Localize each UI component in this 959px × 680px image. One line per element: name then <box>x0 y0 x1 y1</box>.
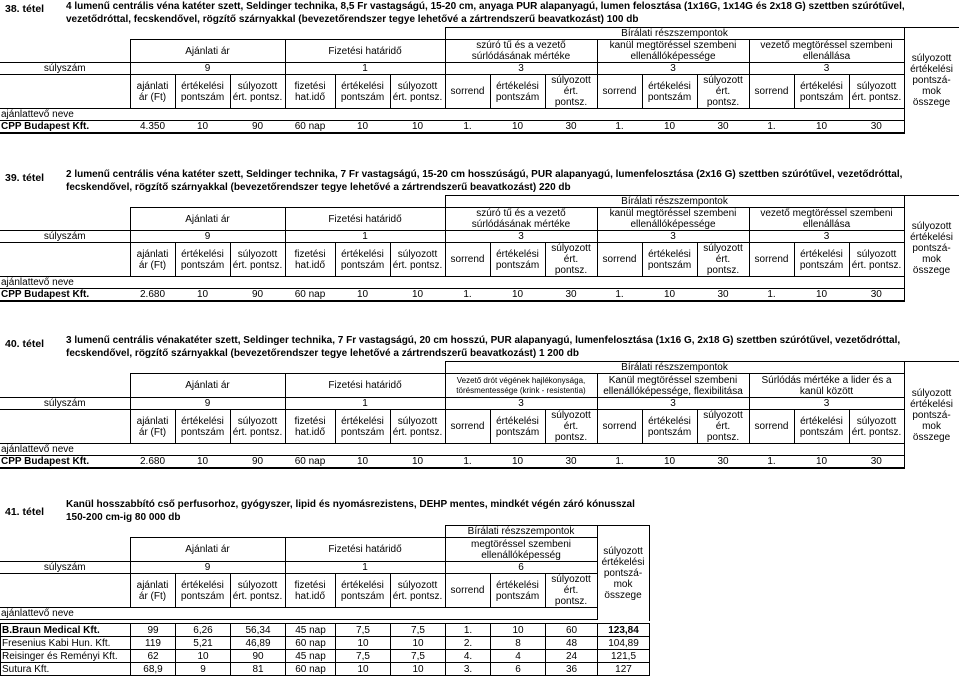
weight-value: 6 <box>445 562 597 574</box>
score-cell: 10 <box>491 624 546 637</box>
weighted-cell: 30 <box>697 456 749 469</box>
price-cell: 119 <box>131 637 176 650</box>
col-header: súlyozott ért. pontsz. <box>545 574 597 608</box>
weight-value: 3 <box>445 398 597 410</box>
col-header: sorrend <box>445 75 490 109</box>
col-header: súlyozott ért. pontsz. <box>849 75 904 109</box>
weighted-cell: 30 <box>545 289 597 302</box>
col-header: súlyozott ért. pontsz. <box>230 410 285 444</box>
weighted-cell: 10 <box>390 121 445 134</box>
score-cell: 10 <box>335 289 390 302</box>
weighted-cell: 48 <box>546 637 598 650</box>
rank-cell: 1. <box>749 121 794 134</box>
col-header: súlyozott ért. pontsz. <box>390 410 445 444</box>
col-header: értékelési pontszám <box>490 243 545 277</box>
bidder-name: Sutura Kft. <box>1 663 131 676</box>
weight-value: 1 <box>285 398 445 410</box>
col-header: súlyozott ért. pontsz. <box>697 75 749 109</box>
table-row <box>1 650 650 663</box>
price-header: Ajánlati ár <box>130 538 285 562</box>
rank-cell: 4. <box>446 650 491 663</box>
col-header: értékelési pontszám <box>335 410 390 444</box>
weight-value: 9 <box>130 231 285 243</box>
evaluation-table <box>0 525 650 620</box>
bidder-name: CPP Budapest Kft. <box>0 289 130 302</box>
col-header: fizetési hat.idő <box>285 410 335 444</box>
score-cell: 10 <box>490 289 545 302</box>
bidder-header: ajánlattevő neve <box>0 277 130 289</box>
weighted-cell: 30 <box>545 456 597 469</box>
col-header: ajánlati ár (Ft) <box>130 410 175 444</box>
criteria-group-header: Bírálati részszempontok <box>445 28 904 40</box>
weight-value: 1 <box>285 231 445 243</box>
col-header: súlyozott ért. pontsz. <box>545 243 597 277</box>
payment-header: Fizetési határidő <box>285 538 445 562</box>
col-header: sorrend <box>597 410 642 444</box>
col-header: ajánlati ár (Ft) <box>130 574 175 608</box>
col-header: súlyozott ért. pontsz. <box>697 243 749 277</box>
score-cell: 10 <box>175 456 230 469</box>
col-header: sorrend <box>597 243 642 277</box>
col-header: értékelési pontszám <box>175 410 230 444</box>
weighted-cell: 90 <box>230 121 285 134</box>
table-row <box>1 663 650 676</box>
weighted-cell: 7,5 <box>391 650 446 663</box>
criteria-group-header: Bírálati részszempontok <box>445 362 904 374</box>
criterion-header: Vezető drót végének hajlékonysága, törésmentessége (krink - resistentia) <box>445 374 597 398</box>
col-header: súlyozott ért. pontsz. <box>849 410 904 444</box>
price-cell: 99 <box>131 624 176 637</box>
weight-value: 9 <box>130 562 285 574</box>
col-header: sorrend <box>749 75 794 109</box>
criterion-header: vezető megtöréssel szembeni ellenállása <box>749 40 904 63</box>
score-cell: 10 <box>490 456 545 469</box>
rank-cell: 1. <box>597 289 642 302</box>
col-header: súlyozott ért. pontsz. <box>545 75 597 109</box>
evaluation-table <box>0 195 959 302</box>
col-header: ajánlati ár (Ft) <box>130 75 175 109</box>
weight-value: 9 <box>130 398 285 410</box>
col-header: sorrend <box>445 574 490 608</box>
col-header: értékelési pontszám <box>175 243 230 277</box>
score-cell: 10 <box>336 637 391 650</box>
evaluation-table <box>0 27 959 134</box>
rank-cell: 1. <box>445 289 490 302</box>
col-header: súlyozott ért. pontsz. <box>697 410 749 444</box>
score-cell: 10 <box>642 289 697 302</box>
criterion-header: Kanül megtöréssel szembeni ellenállóképessége, flexibilitása <box>597 374 749 398</box>
bidder-table <box>0 623 650 676</box>
weighted-cell: 30 <box>545 121 597 134</box>
col-header: sorrend <box>749 410 794 444</box>
table-row <box>1 637 650 650</box>
score-cell: 10 <box>335 456 390 469</box>
score-cell: 5,21 <box>176 637 231 650</box>
weight-value: 3 <box>597 63 749 75</box>
price-cell: 2.680 <box>130 456 175 469</box>
rank-cell: 2. <box>446 637 491 650</box>
payment-cell: 60 nap <box>286 663 336 676</box>
lot-number: 39. tétel <box>5 172 45 184</box>
lot-number: 40. tétel <box>5 338 45 350</box>
weighted-cell: 90 <box>230 289 285 302</box>
score-cell: 10 <box>490 121 545 134</box>
weight-value: 3 <box>445 231 597 243</box>
criterion-header: kanül megtöréssel szembeni ellenállóképessége <box>597 208 749 231</box>
lot-description: 4 lumenű centrális véna katéter szett, Seldinger technika, 8,5 Fr vastagságú, 15-20 cm, anyaga PUR alapanyagú, lumen felosztása (1x16G, 1x14G és 2x18 G) szettben szúrótűvel, vezetődróttal, fecskendővel, rögzítő szárnyakkal (bevezetőrendszer tegye lehetővé a zártrendszerű beavatkozást) 100 db <box>66 1 905 25</box>
payment-cell: 45 nap <box>286 650 336 663</box>
weighted-cell: 7,5 <box>391 624 446 637</box>
table-row <box>0 456 959 469</box>
weighted-cell: 24 <box>546 650 598 663</box>
evaluation-table <box>0 361 959 469</box>
col-header: értékelési pontszám <box>175 75 230 109</box>
col-header: értékelési pontszám <box>335 75 390 109</box>
weight-label: súlyszám <box>0 231 130 243</box>
lot-description: Kanül hosszabbító cső perfusorhoz, gyógyszer, lipid és nyomásrezistens, DEHP mentes, mindkét végén záró kónusszal 150-200 cm-ig 80 000 db <box>66 499 635 523</box>
rank-cell: 1. <box>749 456 794 469</box>
price-header: Ajánlati ár <box>130 40 285 63</box>
weight-value: 3 <box>749 63 904 75</box>
score-cell: 10 <box>176 650 231 663</box>
col-header: sorrend <box>749 243 794 277</box>
rank-cell: 1. <box>445 456 490 469</box>
weighted-cell: 30 <box>697 289 749 302</box>
col-header: fizetési hat.idő <box>285 243 335 277</box>
col-header: sorrend <box>597 75 642 109</box>
col-header: súlyozott ért. pontsz. <box>230 574 285 608</box>
table-row <box>0 289 959 302</box>
price-header: Ajánlati ár <box>130 208 285 231</box>
weighted-cell: 90 <box>231 650 286 663</box>
bidder-name: Fresenius Kabi Hun. Kft. <box>1 637 131 650</box>
weight-value: 9 <box>130 63 285 75</box>
col-header: értékelési pontszám <box>794 75 849 109</box>
weight-value: 1 <box>285 562 445 574</box>
rank-cell: 1. <box>446 624 491 637</box>
col-header: értékelési pontszám <box>490 410 545 444</box>
bidder-name: B.Braun Medical Kft. <box>1 624 131 637</box>
score-cell: 4 <box>491 650 546 663</box>
col-header: fizetési hat.idő <box>285 574 335 608</box>
criterion-header: vezető megtöréssel szembeni ellenállása <box>749 208 904 231</box>
criteria-group-header: Bírálati részszempontok <box>445 196 904 208</box>
criterion-header: szúró tű és a vezető súrlódásának mértéke <box>445 40 597 63</box>
weighted-cell: 30 <box>849 289 904 302</box>
bidder-name: CPP Budapest Kft. <box>0 456 130 469</box>
weighted-cell: 46,89 <box>231 637 286 650</box>
weighted-cell: 30 <box>697 121 749 134</box>
col-header: sorrend <box>445 410 490 444</box>
score-cell: 10 <box>175 289 230 302</box>
col-header: értékelési pontszám <box>335 574 390 608</box>
total-score-header: súlyozott értékelési pontszá- mok összege <box>904 196 959 302</box>
price-cell: 62 <box>131 650 176 663</box>
weighted-cell: 30 <box>849 121 904 134</box>
criterion-header: megtöréssel szembeni ellenállóképesség <box>445 538 597 562</box>
total-cell: 127 <box>598 663 650 676</box>
bidder-header: ajánlattevő neve <box>0 444 130 456</box>
payment-cell: 45 nap <box>286 624 336 637</box>
weighted-cell: 60 <box>546 624 598 637</box>
weighted-cell: 36 <box>546 663 598 676</box>
score-cell: 10 <box>642 121 697 134</box>
col-header: súlyozott ért. pontsz. <box>545 410 597 444</box>
payment-header: Fizetési határidő <box>285 374 445 398</box>
weighted-cell: 10 <box>391 637 446 650</box>
score-cell: 6,26 <box>176 624 231 637</box>
bidder-header: ajánlattevő neve <box>0 608 130 620</box>
weighted-cell: 56,34 <box>231 624 286 637</box>
payment-cell: 60 nap <box>285 289 335 302</box>
col-header: súlyozott ért. pontsz. <box>230 243 285 277</box>
criterion-header: kanül megtöréssel szembeni ellenállóképessége <box>597 40 749 63</box>
col-header: súlyozott ért. pontsz. <box>230 75 285 109</box>
table-row <box>0 121 959 134</box>
total-cell: 123,84 <box>598 624 650 637</box>
payment-header: Fizetési határidő <box>285 40 445 63</box>
weight-value: 3 <box>445 63 597 75</box>
score-cell: 9 <box>176 663 231 676</box>
table-row <box>1 624 650 637</box>
payment-cell: 60 nap <box>286 637 336 650</box>
total-score-header: súlyozott értékelési pontszá- mok összege <box>904 362 959 469</box>
weighted-cell: 10 <box>391 663 446 676</box>
total-cell: 104,89 <box>598 637 650 650</box>
weight-label: súlyszám <box>0 63 130 75</box>
criterion-header: Súrlódás mértéke a lider és a kanül között <box>749 374 904 398</box>
lot-description: 2 lumenű centrális véna katéter szett, Seldinger technika, 7 Fr vastagságú, 15-20 cm hosszúságú, PUR alapanyagú, lumenfelosztása (2x16 G) szettben szúrótűvel, vezetődróttal, fecskendővel, rögzítő szárnyakkal (bevezetőrendszer tegye lehetővé a zártrendszerű beavatkozást) 220 db <box>66 169 903 193</box>
score-cell: 10 <box>336 663 391 676</box>
score-cell: 10 <box>335 121 390 134</box>
weight-value: 3 <box>749 398 904 410</box>
col-header: értékelési pontszám <box>642 243 697 277</box>
col-header: értékelési pontszám <box>794 243 849 277</box>
weighted-cell: 10 <box>390 289 445 302</box>
lot-description: 3 lumenű centrális vénakatéter szett, Seldinger technika, 7 Fr vastagságú, 20 cm hosszú, PUR alapanyagú, lumenfelosztása (1x16 G, 2x18 G) szettben szúrótűvel, vezetődróttal, fecskendővel, rögzítő szárnyakkal (bevezetőrendszer tegye lehetővé a zártrendszerű beavatkozást) 1 200 db <box>66 335 901 359</box>
rank-cell: 1. <box>749 289 794 302</box>
rank-cell: 1. <box>445 121 490 134</box>
rank-cell: 3. <box>446 663 491 676</box>
total-score-header: súlyozott értékelési pontszá- mok összege <box>597 526 649 621</box>
weight-value: 3 <box>597 231 749 243</box>
price-cell: 2.680 <box>130 289 175 302</box>
payment-cell: 60 nap <box>285 456 335 469</box>
bidder-header: ajánlattevő neve <box>0 109 130 121</box>
score-cell: 7,5 <box>336 624 391 637</box>
score-cell: 8 <box>491 637 546 650</box>
score-cell: 10 <box>175 121 230 134</box>
weight-value: 3 <box>749 231 904 243</box>
weighted-cell: 30 <box>849 456 904 469</box>
criteria-group-header: Bírálati részszempontok <box>445 526 597 538</box>
col-header: értékelési pontszám <box>794 410 849 444</box>
lot-number: 38. tétel <box>5 3 45 15</box>
lot-number: 41. tétel <box>5 506 45 518</box>
bidder-name: CPP Budapest Kft. <box>0 121 130 134</box>
payment-header: Fizetési határidő <box>285 208 445 231</box>
weight-label: súlyszám <box>0 398 130 410</box>
bidder-name: Reisinger és Reményi Kft. <box>1 650 131 663</box>
score-cell: 7,5 <box>336 650 391 663</box>
weighted-cell: 90 <box>230 456 285 469</box>
total-score-header: súlyozott értékelési pontszá- mok összege <box>904 28 959 134</box>
col-header: értékelési pontszám <box>490 75 545 109</box>
col-header: értékelési pontszám <box>335 243 390 277</box>
col-header: ajánlati ár (Ft) <box>130 243 175 277</box>
score-cell: 10 <box>794 289 849 302</box>
col-header: értékelési pontszám <box>642 75 697 109</box>
col-header: értékelési pontszám <box>642 410 697 444</box>
weight-label: súlyszám <box>0 562 130 574</box>
weight-value: 3 <box>597 398 749 410</box>
col-header: súlyozott ért. pontsz. <box>390 574 445 608</box>
rank-cell: 1. <box>597 121 642 134</box>
price-header: Ajánlati ár <box>130 374 285 398</box>
col-header: súlyozott ért. pontsz. <box>849 243 904 277</box>
col-header: súlyozott ért. pontsz. <box>390 75 445 109</box>
col-header: értékelési pontszám <box>175 574 230 608</box>
score-cell: 6 <box>491 663 546 676</box>
price-cell: 68,9 <box>131 663 176 676</box>
payment-cell: 60 nap <box>285 121 335 134</box>
total-cell: 121,5 <box>598 650 650 663</box>
criterion-header: szúró tű és a vezető súrlódásának mértéke <box>445 208 597 231</box>
rank-cell: 1. <box>597 456 642 469</box>
col-header: súlyozott ért. pontsz. <box>390 243 445 277</box>
col-header: fizetési hat.idő <box>285 75 335 109</box>
price-cell: 4.350 <box>130 121 175 134</box>
weight-value: 1 <box>285 63 445 75</box>
score-cell: 10 <box>794 456 849 469</box>
col-header: sorrend <box>445 243 490 277</box>
score-cell: 10 <box>642 456 697 469</box>
weighted-cell: 81 <box>231 663 286 676</box>
col-header: értékelési pontszám <box>490 574 545 608</box>
weighted-cell: 10 <box>390 456 445 469</box>
score-cell: 10 <box>794 121 849 134</box>
